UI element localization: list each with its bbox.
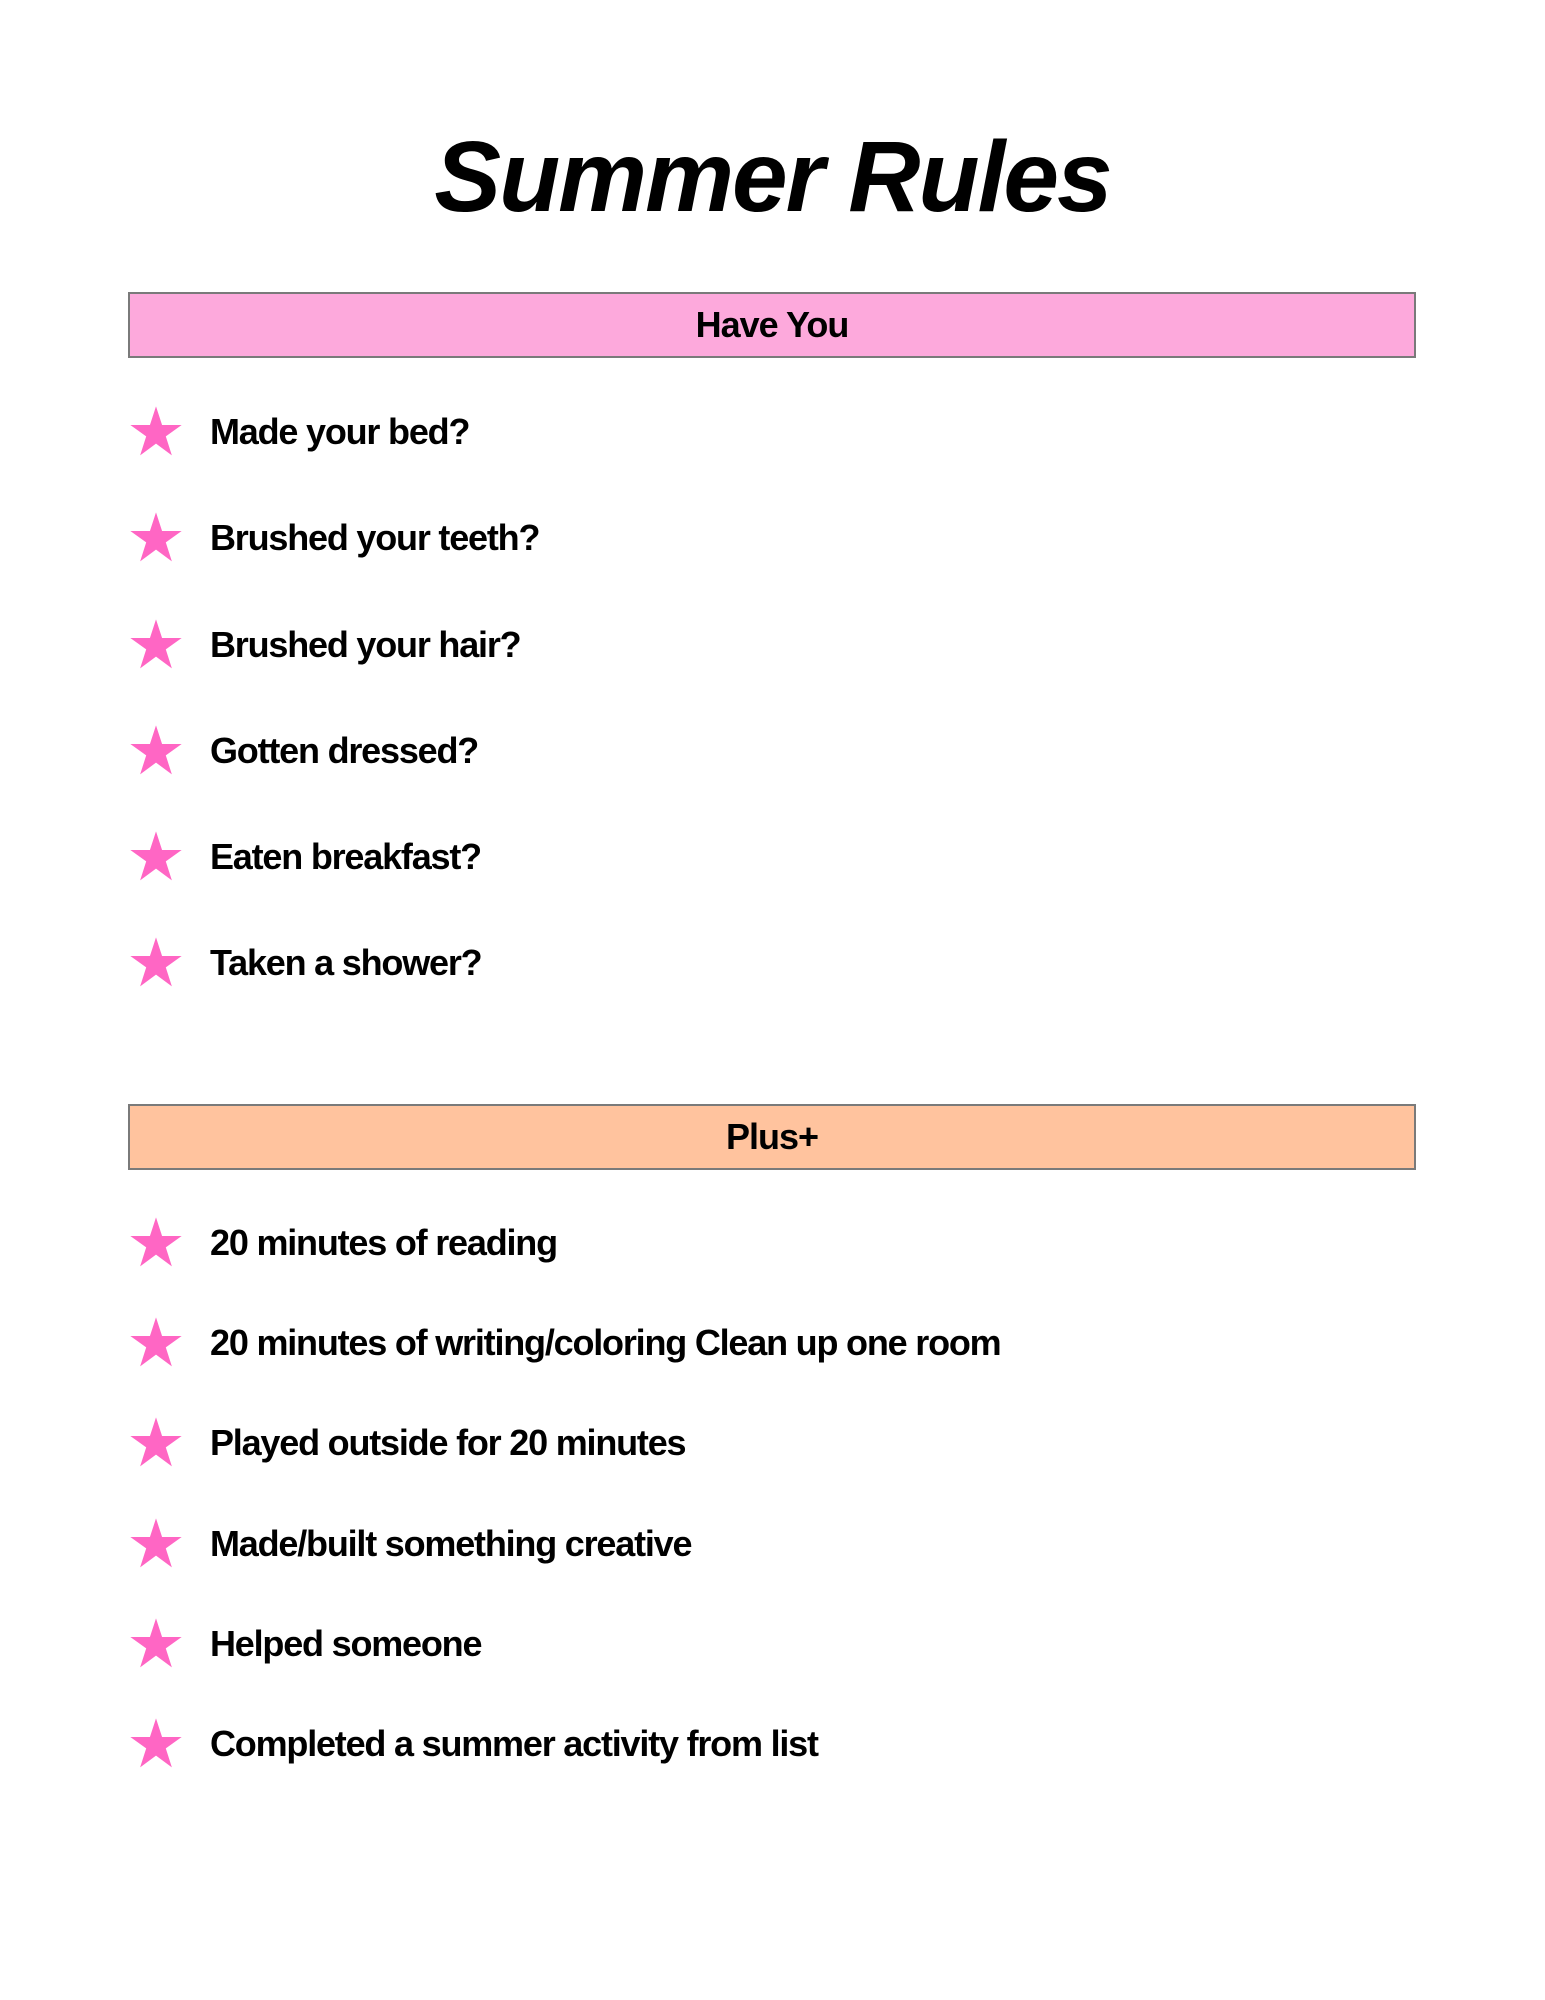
checklist-item [128, 508, 539, 568]
star-icon [128, 617, 184, 673]
checklist-item-label: Eaten breakfast? [210, 836, 481, 877]
star-icon [128, 935, 184, 991]
star-icon [128, 1516, 184, 1572]
checklist-item-label: Gotten dressed? [210, 730, 479, 771]
star-icon [128, 1315, 184, 1371]
checklist-item [128, 721, 478, 781]
star-icon [128, 1716, 184, 1772]
star-icon [128, 1616, 184, 1672]
checklist-item [128, 1714, 818, 1774]
checklist-item-label: 20 minutes of reading [210, 1222, 557, 1263]
section-header-have-you: Have You [128, 292, 1416, 358]
checklist-item-label: Completed a summer activity from list [210, 1723, 818, 1764]
checklist-item-label: Made your bed? [210, 411, 470, 452]
checklist-item-label: 20 minutes of writing/coloring Clean up one room [210, 1322, 1001, 1363]
checklist-item [128, 402, 469, 462]
checklist-item-label: Helped someone [210, 1623, 482, 1664]
star-icon [128, 1215, 184, 1271]
checklist-item [128, 933, 481, 993]
star-icon [128, 829, 184, 885]
page-title: Summer Rules [434, 121, 1111, 233]
star-icon [128, 510, 184, 566]
checklist-item [128, 1614, 481, 1674]
section-header-plus: Plus+ [128, 1104, 1416, 1170]
checklist-item [128, 1313, 1000, 1373]
checklist-item-label: Brushed your hair? [210, 624, 521, 665]
checklist-item-label: Brushed your teeth? [210, 517, 540, 558]
checklist-item [128, 615, 520, 675]
star-icon [128, 723, 184, 779]
checklist-item [128, 1413, 685, 1473]
checklist-item [128, 827, 481, 887]
checklist-item-label: Made/built something creative [210, 1523, 692, 1564]
checklist-item [128, 1213, 557, 1273]
checklist-item-label: Played outside for 20 minutes [210, 1422, 686, 1463]
checklist-item [128, 1514, 691, 1574]
star-icon [128, 404, 184, 460]
checklist-item-label: Taken a shower? [210, 942, 482, 983]
star-icon [128, 1415, 184, 1471]
